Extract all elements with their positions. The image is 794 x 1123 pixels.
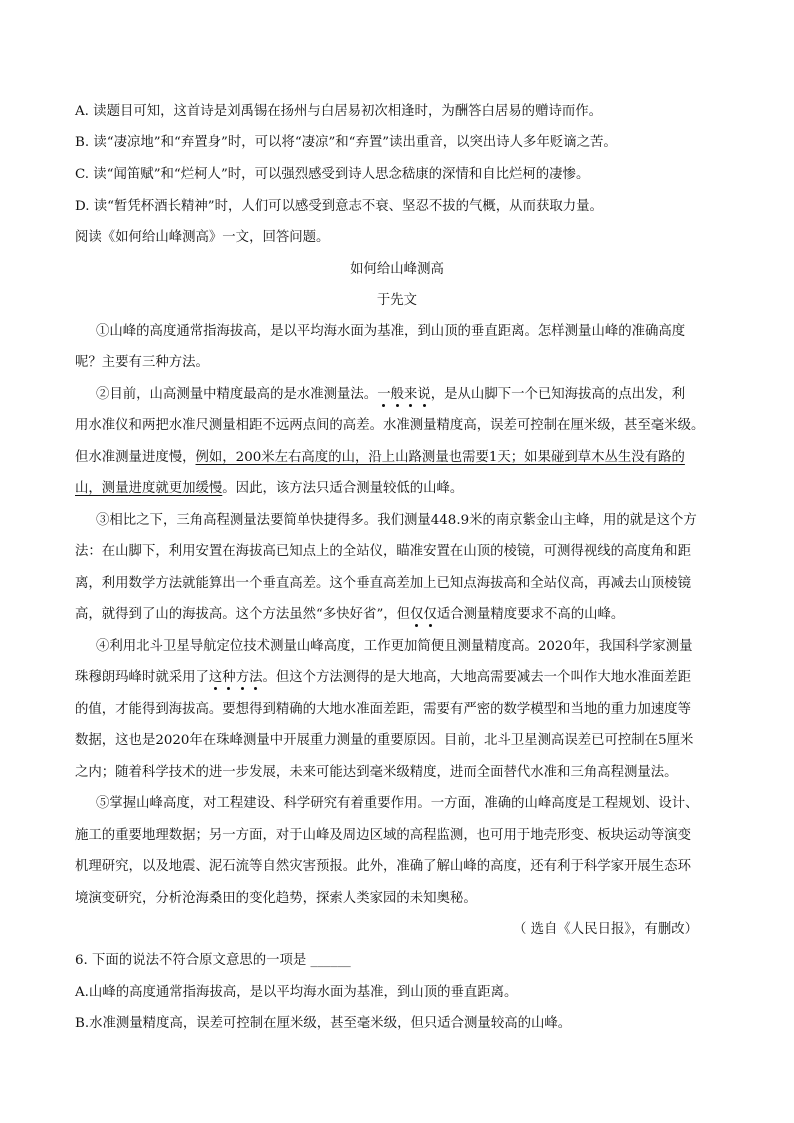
emphasis-dot-char: 说 — [417, 387, 431, 402]
paragraph-2-line-4: 山，测量进度就更加缓慢。因此，该方法只适合测量较低的山峰。 — [75, 481, 464, 496]
question-6-option-a: A.山峰的高度通常指海拔高，是以平均海水面为基准，到山顶的垂直距离。 — [75, 985, 518, 1000]
paragraph-2-line-3: 但水准测量进度慢，例如，200米左右高度的山，沿上山路测量也需要1天；如果碰到草木丛生没有路的 — [75, 450, 685, 465]
paragraph-1-line-2: 呢？主要有三种方法。 — [75, 355, 209, 370]
question-6-option-b: B.水准测量精度高，误差可控制在厘米级，甚至毫米级，但只适合测量较高的山峰。 — [75, 1016, 572, 1031]
emphasis-dot-char: 方 — [235, 670, 250, 685]
paragraph-4-line-2: 珠穆朗玛峰时就采用了这种方法。但这个方法测得的是大地高，大地高需要减去一个叫作大地水准面差距 — [75, 670, 691, 685]
paragraph-2-line-2: 用水准仪和两把水准尺测量相距不远两点间的高差。水准测量精度高，误差可控制在厘米级，甚至毫米级。 — [75, 418, 705, 433]
paragraph-4-line-3: 的值，才能得到海拔高。要想得到精确的大地水准面差距，需要有严密的数学模型和当地的重力加速度等 — [75, 702, 691, 717]
emphasis-dot-char: 这 — [208, 670, 223, 685]
paragraph-5-line-1: ⑤掌握山峰高度，对工程建设、科学研究有着重要作用。一方面，准确的山峰高度是工程规划、设计、 — [96, 796, 699, 811]
emphasis-dot-char: 般 — [390, 387, 404, 402]
paragraph-5-line-2: 施工的重要地理数据；另一方面，对于山峰及周边区域的高程监测，也可用于地壳形变、板块运动等演变 — [75, 828, 691, 843]
underlined-sentence: 例如，200米左右高度的山，沿上山路测量也需要1天；如果碰到草木丛生没有路的 — [195, 450, 685, 465]
paragraph-3-line-4: 高，就得到了山的海拔高。这个方法虽然“多快好省”，但仅仅适合测量精度要求不高的山峰。 — [75, 607, 625, 622]
paragraph-4-line-5: 之内；随着科学技术的进一步发展，未来可能达到毫米级精度，进而全面替代水准和三角高程测量法。 — [75, 765, 678, 780]
article-title: 如何给山峰测高 — [350, 262, 444, 277]
article-source: （ 选自《人民日报》，有删改） — [512, 922, 698, 937]
paragraph-3-line-1: ③相比之下，三角高程测量法要简单快捷得多。我们测量448.9米的南京紫金山主峰，用的就是这个方 — [96, 513, 697, 528]
option-b: B. 读“凄凉地”和“弃置身”时，可以将“凄凉”和“弃置”读出重音，以突出诗人多年贬谪之苦。 — [75, 135, 617, 150]
reading-instruction: 阅读《如何给山峰测高》一文，回答问题。 — [75, 230, 330, 245]
paragraph-5-line-4: 境演变研究，分析沧海桑田的变化趋势，探索人类家园的未知奥秘。 — [75, 891, 477, 906]
emphasis-dot-char: 仅 — [423, 607, 437, 622]
emphasis-dot-char: 来 — [403, 387, 418, 402]
paragraph-1-line-1: ①山峰的高度通常指海拔高，是以平均海水面为基准，到山顶的垂直距离。怎样测量山峰的准确高度 — [96, 324, 686, 339]
option-c: C. 读“闻笛赋”和“烂柯人”时，可以强烈感受到诗人思念嵇康的深情和自比烂柯的凄惨。 — [75, 167, 590, 182]
paragraph-2-line-1: ②目前，山高测量中精度最高的是水准测量法。一般来说，是从山脚下一个已知海拔高的点出发，利 — [96, 387, 686, 402]
paragraph-3-line-2: 法：在山脚下，利用安置在海拔高已知点上的全站仪，瞄准安置在山顶的棱镜，可测得视线的高度角和距 — [75, 544, 691, 559]
paragraph-4-line-1: ④利用北斗卫星导航定位技术测量山峰高度，工作更加简便且测量精度高。2020年，我国科学家测量 — [96, 639, 693, 654]
emphasis-dot-char: 一 — [377, 387, 391, 402]
underlined-sentence: 山，测量进度就更加缓慢 — [75, 481, 223, 496]
emphasis-dot-char: 法 — [249, 670, 263, 685]
article-author: 于先文 — [376, 293, 418, 308]
paragraph-4-line-4: 数据，这也是2020年在珠峰测量中开展重力测量的重要原因。目前，北斗卫星测高误差已可控制在5厘米 — [75, 733, 694, 748]
paragraph-3-line-3: 离，利用数学方法就能算出一个垂直高差。这个垂直高差加上已知点海拔高和全站仪高，再减去山顶棱镜 — [75, 576, 691, 591]
paragraph-5-line-3: 机理研究，以及地震、泥石流等自然灾害预报。此外，准确了解山峰的高度，还有利于科学家开展生态环 — [75, 859, 691, 874]
option-a: A. 读题目可知，这首诗是刘禹锡在扬州与白居易初次相逢时，为酬答白居易的赠诗而作。 — [75, 104, 603, 119]
question-6-stem: 6. 下面的说法不符合原文意思的一项是 ______ — [75, 953, 351, 968]
emphasis-dot-char: 种 — [222, 670, 236, 685]
option-d: D. 读“暂凭杯酒长精神”时，人们可以感受到意志不衰、坚忍不拔的气概，从而获取力量。 — [75, 199, 603, 214]
emphasis-dot-char: 仅 — [410, 607, 424, 622]
